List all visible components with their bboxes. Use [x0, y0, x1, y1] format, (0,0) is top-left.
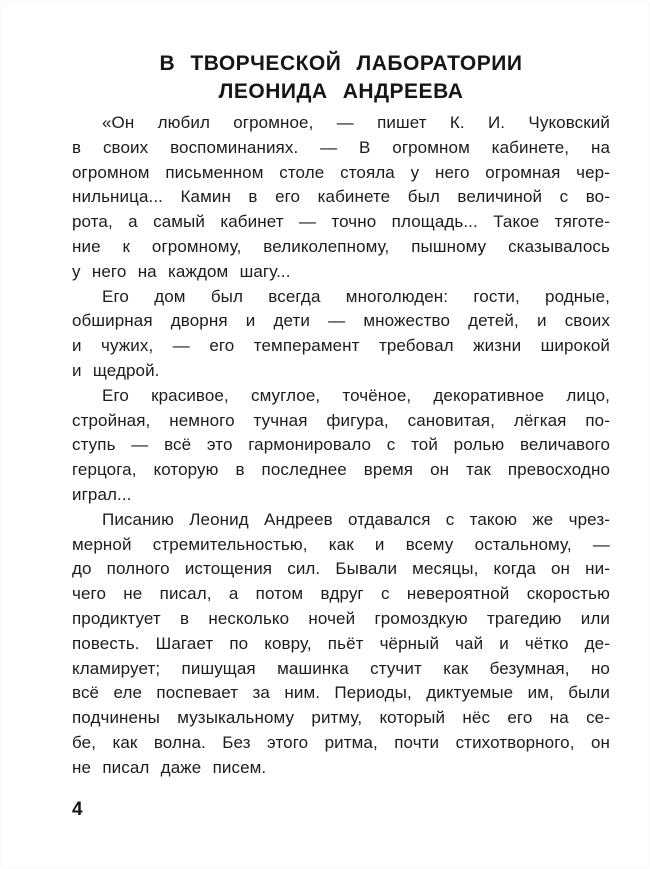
paragraph-2	[72, 285, 610, 384]
chapter-title-line-2: ЛЕОНИДА АНДРЕЕВА	[218, 80, 464, 103]
chapter-title-line-1: В ТВОРЧЕСКОЙ ЛАБОРАТОРИИ	[159, 52, 523, 75]
text-line: рота, а самый кабинет — точно площадь... Такое тяготе-	[72, 212, 610, 232]
text-line: огромном письменном столе стояла у него огромная чер-	[72, 162, 610, 182]
paragraph-4	[72, 508, 610, 781]
text-line: «Он любил огромное, — пишет К. И. Чуковский	[102, 113, 610, 132]
page-content	[72, 50, 610, 781]
text-line: всё еле поспевает за ним. Периоды, диктуемые им, были	[72, 683, 610, 703]
text-line: кламирует; пишущая машинка стучит как безумная, но	[72, 658, 610, 678]
text-line: в своих воспоминаниях. — В огромном кабинете, на	[72, 137, 610, 157]
text-line: ние к огромному, великолепному, пышному сказывалось	[72, 236, 610, 256]
text-line: и щедрой.	[72, 360, 160, 380]
text-line: до полного истощения сил. Бывали месяцы, когда он ни-	[72, 559, 610, 579]
text-line: обширная дворня и дети — множество детей, и своих	[72, 311, 610, 331]
text-line: нильница... Камин в его кабинете был величиной с во-	[72, 187, 610, 207]
text-line: повесть. Шагает по ковру, пьёт чёрный чай и чётко де-	[72, 633, 610, 653]
text-line: и чужих, — его темперамент требовал жизни широкой	[72, 336, 610, 356]
page-number: 4	[72, 799, 83, 820]
text-line: ступь — всё это гармонировало с той ролью величавого	[72, 435, 610, 455]
text-line: у него на каждом шагу...	[72, 261, 291, 281]
text-line: подчинены музыкальному ритму, который нёс его на се-	[72, 708, 610, 728]
text-line: мерной стремительностью, как и всему остальному, —	[72, 534, 610, 554]
text-line: чего не писал, а потом вдруг с невероятной скоростью	[72, 584, 610, 604]
paragraph-1	[72, 111, 610, 285]
chapter-title	[72, 50, 610, 106]
text-line: продиктует в несколько ночей громоздкую трагедию или	[72, 608, 610, 628]
paragraph-3	[72, 384, 610, 508]
text-line: Писанию Леонид Андреев отдавался с такою же чрез-	[102, 509, 610, 529]
text-line: герцога, которую в последнее время он так превосходно	[72, 460, 610, 480]
text-line: бе, как волна. Без этого ритма, почти стихотворного, он	[72, 732, 610, 752]
body-text	[72, 111, 610, 781]
text-line: играл...	[72, 484, 132, 504]
text-line: стройная, немного тучная фигура, сановитая, лёгкая по-	[72, 410, 610, 430]
text-line: Его дом был всегда многолюден: гости, родные,	[102, 286, 610, 306]
text-line: не писал даже писем.	[72, 757, 267, 777]
text-line: Его красивое, смуглое, точёное, декоративное лицо,	[102, 385, 610, 405]
